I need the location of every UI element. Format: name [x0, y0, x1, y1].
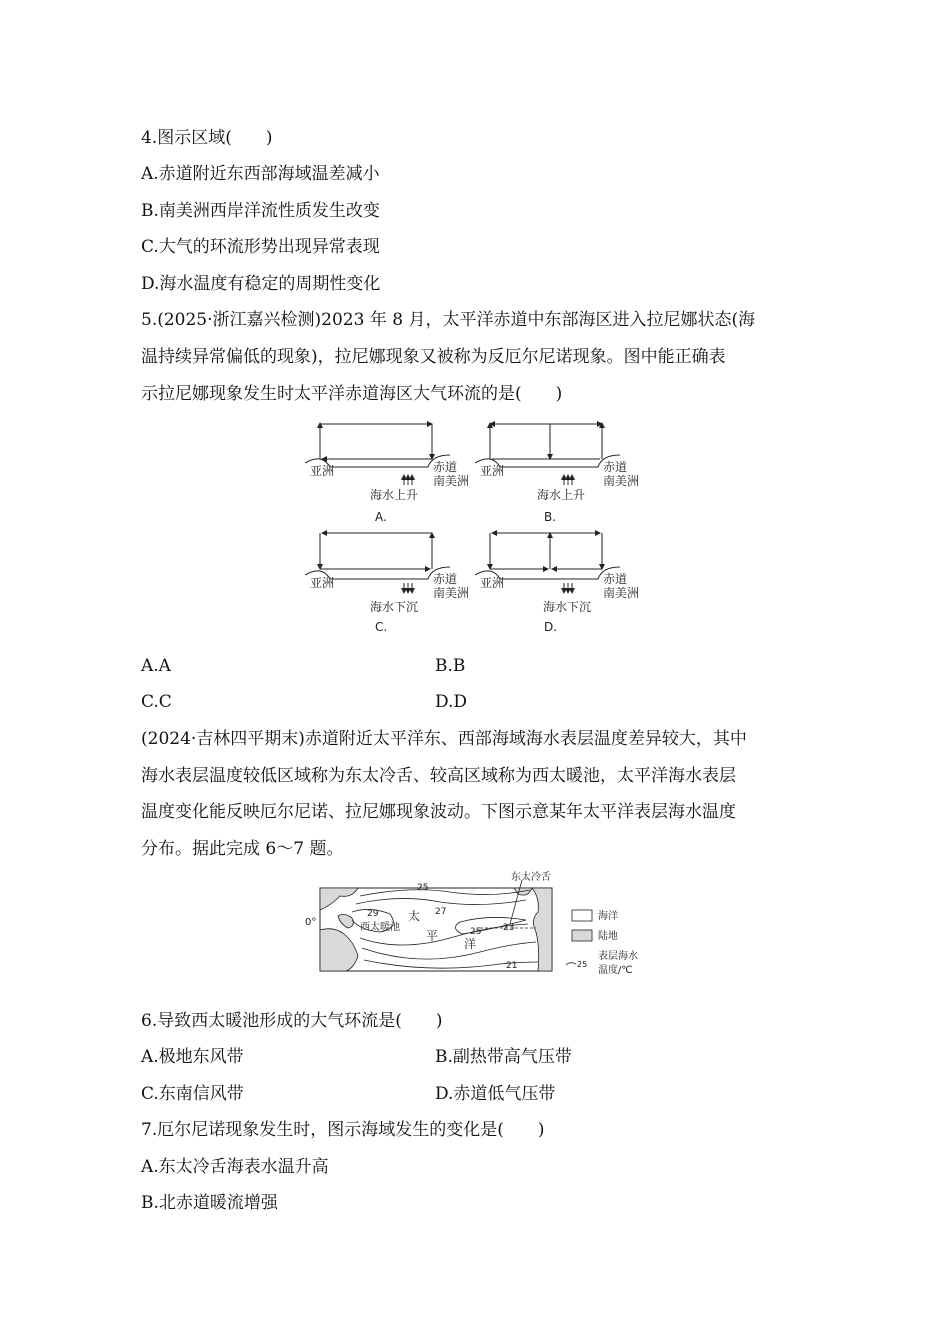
q5-option-a: A.A: [141, 656, 171, 676]
q4-stem: 4.图示区域( ): [141, 128, 273, 148]
q4-option-a: A.赤道附近东西部海域温差减小: [141, 164, 380, 184]
isotherm-label-4: 25: [470, 927, 482, 937]
isotherm-label-1: 25: [417, 883, 429, 893]
passage-line4: 分布。据此完成 6～7 题。: [141, 839, 344, 859]
q4-option-c: C.大气的环流形势出现异常表现: [141, 237, 380, 257]
label-equator-c: 赤道: [433, 572, 458, 586]
q6-option-a: A.极地东风带: [141, 1047, 244, 1067]
passage-line3: 温度变化能反映厄尔尼诺、拉尼娜现象波动。下图示意某年太平洋表层海水温度: [141, 802, 736, 822]
q5-stem-line3: 示拉尼娜现象发生时太平洋赤道海区大气环流的是( ): [141, 384, 563, 404]
label-upwelling-b: 海水上升: [537, 488, 586, 502]
label-upwelling-a: 海水上升: [370, 488, 419, 502]
label-asia-d: 亚洲: [480, 576, 505, 590]
q6-option-d: D.赤道低气压带: [435, 1084, 556, 1104]
legend-land-label: 陆地: [598, 931, 618, 942]
label-asia-b: 亚洲: [480, 464, 505, 478]
q5-option-c: C.C: [141, 692, 172, 712]
label-diagram-a: A.: [375, 510, 387, 524]
label-south-america-d: 南美洲: [603, 586, 640, 600]
q4-option-d: D.海水温度有稳定的周期性变化: [141, 274, 381, 294]
q7-option-a: A.东太冷舌海表水温升高: [141, 1157, 329, 1177]
q5-stem-line2: 温持续异常偏低的现象)，拉尼娜现象又被称为反厄尔尼诺现象。图中能正确表: [141, 347, 726, 367]
legend-ocean-label: 海洋: [598, 911, 618, 922]
label-equator-a: 赤道: [433, 460, 458, 474]
label-sinking-c: 海水下沉: [370, 600, 419, 614]
label-equator-d: 赤道: [603, 572, 628, 586]
label-asia-a: 亚洲: [310, 464, 335, 478]
legend-isotherm-line2: 温度/℃: [598, 965, 633, 976]
isotherm-label-3: 29: [367, 909, 379, 919]
label-equator-lat: 0°: [305, 917, 317, 928]
q4-option-b: B.南美洲西岸洋流性质发生改变: [141, 201, 380, 221]
passage-line2: 海水表层温度较低区域称为东太冷舌、较高区域称为西太暖池，太平洋海水表层: [141, 766, 736, 786]
label-south-america-c: 南美洲: [433, 586, 470, 600]
q7-option-b: B.北赤道暖流增强: [141, 1193, 278, 1213]
label-diagram-c: C.: [375, 620, 388, 634]
label-ocean-char-2: 平: [426, 929, 439, 943]
legend-land-swatch: [572, 930, 592, 941]
q6-option-b: B.副热带高气压带: [435, 1047, 572, 1067]
isotherm-label-2: 27: [435, 907, 447, 917]
label-warm-pool: 西太暖池: [360, 922, 400, 933]
isotherm-label-6: 21: [506, 961, 518, 971]
passage-line1: (2024·吉林四平期末)赤道附近太平洋东、西部海域海水表层温度差异较大，其中: [141, 729, 747, 749]
sst-map: [300, 868, 660, 980]
q5-option-b: B.B: [435, 656, 466, 676]
q6-option-c: C.东南信风带: [141, 1084, 244, 1104]
legend-ocean-swatch: [572, 910, 592, 921]
q6-stem: 6.导致西太暖池形成的大气环流是( ): [141, 1011, 443, 1031]
q7-stem: 7.厄尔尼诺现象发生时，图示海域发生的变化是( ): [141, 1120, 545, 1140]
label-sinking-d: 海水下沉: [543, 600, 592, 614]
label-diagram-b: B.: [544, 510, 557, 524]
q5-stem-line1: 5.(2025·浙江嘉兴检测)2023 年 8 月，太平洋赤道中东部海区进入拉尼娜状态(海: [141, 310, 756, 330]
circulation-diagrams: [300, 415, 660, 640]
label-south-america-b: 南美洲: [603, 474, 640, 488]
label-cold-tongue: 东太冷舌: [511, 872, 551, 883]
label-equator-b: 赤道: [603, 460, 628, 474]
label-asia-c: 亚洲: [310, 576, 335, 590]
label-diagram-d: D.: [544, 620, 558, 634]
label-ocean-char-3: 洋: [464, 937, 477, 951]
label-ocean-char-1: 太: [408, 909, 421, 923]
legend-isotherm-line1: 表层海水: [598, 951, 638, 962]
legend-isotherm-value: 25: [577, 960, 588, 969]
q5-option-d: D.D: [435, 692, 468, 712]
isotherm-label-5: 23: [503, 923, 515, 933]
label-south-america-a: 南美洲: [433, 474, 470, 488]
